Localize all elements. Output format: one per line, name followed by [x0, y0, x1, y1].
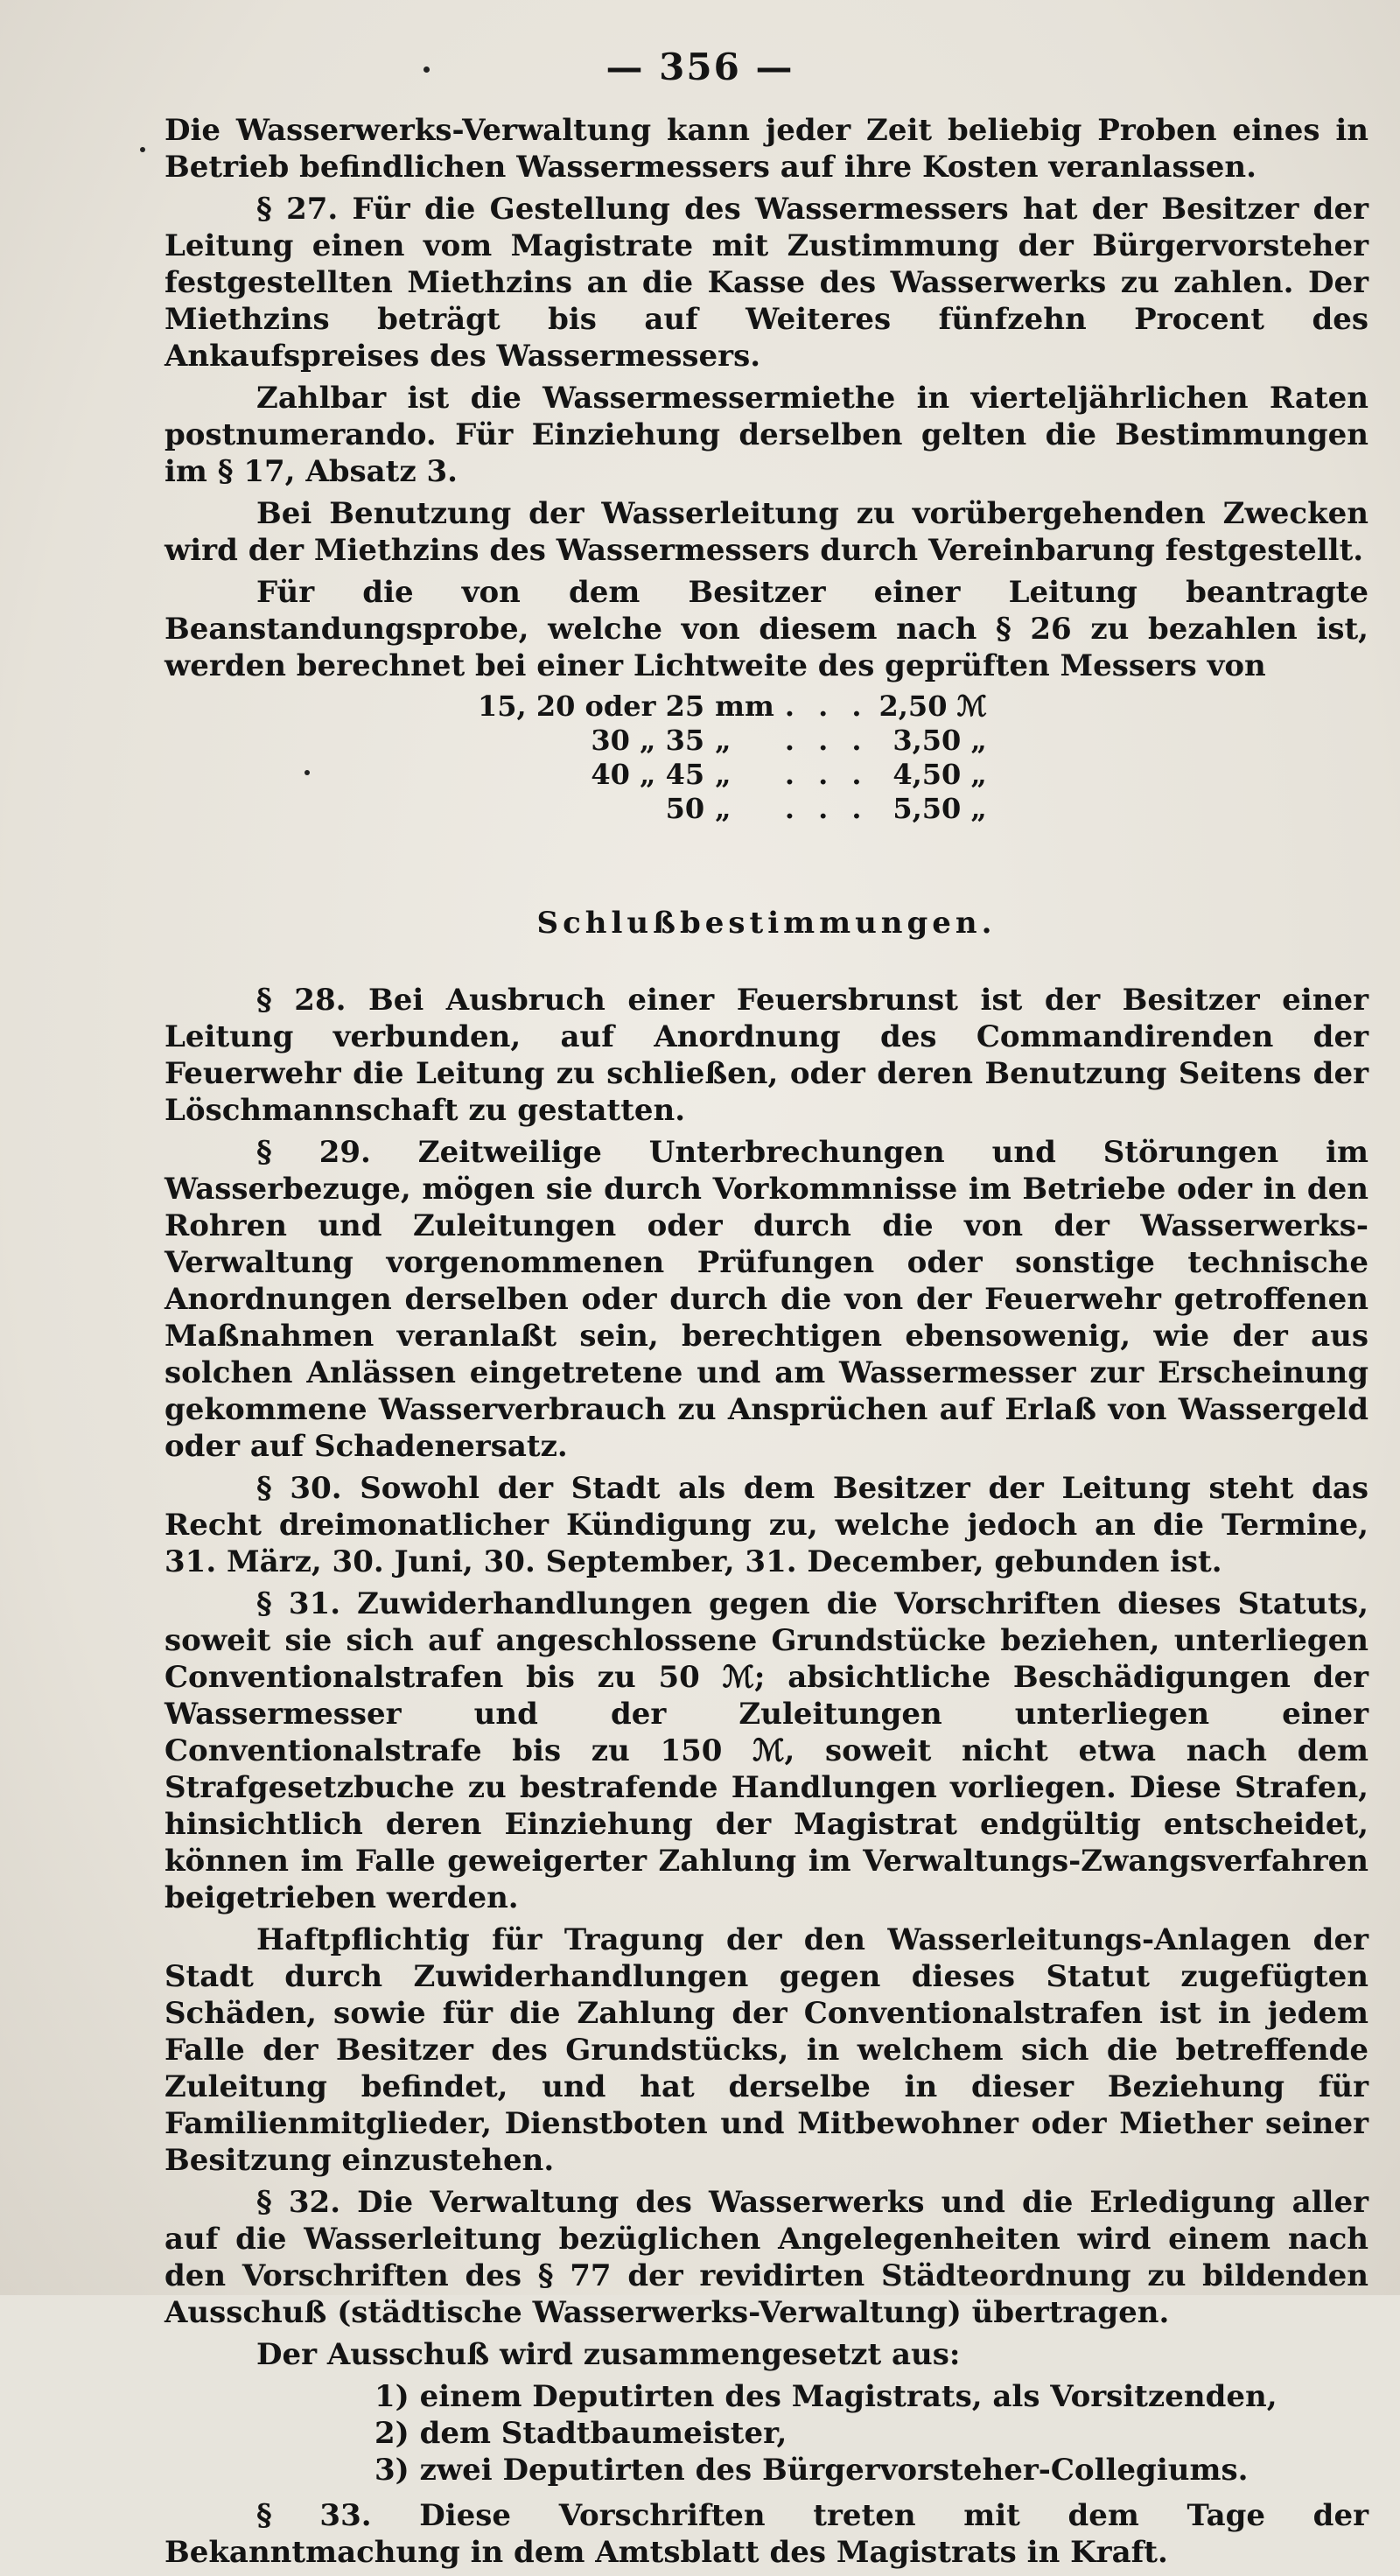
- rates-table: [472, 690, 992, 826]
- rates-size: 30 „ 35: [591, 724, 705, 757]
- paragraph-27-zahlbar: Zahlbar ist die Wassermessermiethe in vierteljährlichen Raten postnumerando. Für Einziehung derselben gelten die Bestimmungen im § 17, Absatz 3.: [164, 381, 1368, 489]
- rates-amount: 2,50 ℳ: [878, 690, 987, 723]
- paragraph-27-probe: Für die von dem Besitzer einer Leitung beantragte Beanstandungsprobe, welche von diesem nach § 26 zu bezahlen ist, werden berechnet bei einer Lichtweite des geprüften Messers von: [164, 575, 1368, 683]
- rates-row: [472, 792, 992, 826]
- rates-size: 50: [665, 792, 705, 825]
- rates-unit: mm: [715, 690, 774, 723]
- rates-unit: „: [715, 758, 732, 791]
- rates-amount: 4,50 „: [892, 758, 987, 791]
- paragraph-31: § 31. Zuwiderhandlungen gegen die Vorschriften dieses Statuts, soweit sie sich auf angeschlossene Grundstücke beziehen, unterliegen Conventionalstrafen bis zu 50 ℳ; absichtliche Beschädigungen der Wassermesser und der Zuleitungen unterliegen einer Conventionalstrafe bis zu 150 ℳ, soweit nicht etwa nach dem Strafgesetzbuche zu bestrafende Handlungen vorliegen. Diese Strafen, hinsichtlich deren Einziehung der Magistrat endgültig entscheidet, können im Falle geweigerter Zahlung im Verwaltungs-Zwangsverfahren beigetrieben werden.: [164, 1586, 1368, 1915]
- paragraph-28: § 28. Bei Ausbruch einer Feuersbrunst ist der Besitzer einer Leitung verbunden, auf Anordnung des Commandirenden der Feuerwehr die Leitung zu schließen, oder deren Benutzung Seitens der Löschmannschaft zu gestatten.: [164, 983, 1368, 1128]
- rates-dots: . . .: [784, 724, 869, 757]
- paragraph-32-ausschuss: Der Ausschuß wird zusammengesetzt aus:: [256, 2337, 961, 2372]
- rates-dots: . . .: [784, 758, 869, 791]
- list-item: 1) einem Deputirten des Magistrats, als Vorsitzenden,: [374, 2379, 1278, 2414]
- paragraph-27: § 27. Für die Gestellung des Wassermessers hat der Besitzer der Leitung einen vom Magistrate mit Zustimmung der Bürgervorsteher festgestellten Miethzins an die Kasse des Wasserwerks zu zahlen. Der Miethzins beträgt bis auf Weiteres fünfzehn Procent des Ankaufspreises des Wassermessers.: [164, 192, 1368, 374]
- committee-list: [374, 2378, 1368, 2488]
- list-item: 2) dem Stadtbaumeister,: [374, 2416, 788, 2451]
- paragraph-29: § 29. Zeitweilige Unterbrechungen und Störungen im Wasserbezuge, mögen sie durch Vorkommnisse im Betriebe oder in den Rohren und Zuleitungen oder durch die von der Wasserwerks-Verwaltung vorgenommenen Prüfungen oder sonstige technische Anordnungen derselben oder durch die von der Feuerwehr getroffenen Maßnahmen veranlaßt sein, berechtigen ebensowenig, wie der aus solchen Anlässen eingetretene und am Wassermesser zur Erscheinung gekommene Wasserverbrauch zu Ansprüchen auf Erlaß von Wassergeld oder auf Schadenersatz.: [164, 1135, 1368, 1464]
- paragraph-30: § 30. Sowohl der Stadt als dem Besitzer der Leitung steht das Recht dreimonatlicher Kündigung zu, welche jedoch an die Termine, 31. März, 30. Juni, 30. September, 31. December, gebunden ist.: [164, 1471, 1368, 1579]
- page-number: — 356 —: [606, 46, 794, 88]
- rates-size: 15, 20 oder 25: [478, 690, 705, 723]
- rates-row: [472, 724, 992, 758]
- rates-row: [472, 690, 992, 724]
- ink-spot: [140, 147, 145, 152]
- paragraph-proben: Die Wasserwerks-Verwaltung kann jeder Zeit beliebig Proben eines in Betrieb befindlichen Wassermessers auf ihre Kosten veranlassen.: [164, 113, 1368, 185]
- rates-dots: . . .: [784, 690, 869, 723]
- paragraph-33: § 33. Diese Vorschriften treten mit dem Tage der Bekanntmachung in dem Amtsblatt des Magistrats in Kraft.: [164, 2498, 1368, 2570]
- paragraph-27-benutzung: Bei Benutzung der Wasserleitung zu vorübergehenden Zwecken wird der Miethzins des Wassermessers durch Vereinbarung festgestellt.: [164, 496, 1368, 568]
- rates-amount: 5,50 „: [892, 792, 987, 825]
- rates-dots: . . .: [784, 792, 869, 825]
- document-body: [164, 112, 1368, 2576]
- section-heading: Schlußbestimmungen.: [536, 906, 997, 941]
- rates-unit: „: [715, 792, 732, 825]
- paragraph-31-haftpflicht: Haftpflichtig für Tragung der den Wasserleitungs-Anlagen der Stadt durch Zuwiderhandlungen gegen dieses Statut zugefügten Schäden, sowie für die Zahlung der Conventionalstrafen ist in jedem Falle der Besitzer des Grundstücks, in welchem sich die betreffende Zuleitung befindet, und hat derselbe in dieser Beziehung für Familienmitglieder, Dienstboten und Mitbewohner oder Miether seiner Besitzung einzustehen.: [164, 1922, 1368, 2178]
- rates-unit: „: [715, 724, 732, 757]
- rates-amount: 3,50 „: [892, 724, 987, 757]
- list-item: 3) zwei Deputirten des Bürgervorsteher-Collegiums.: [374, 2453, 1249, 2488]
- paragraph-32: § 32. Die Verwaltung des Wasserwerks und die Erledigung aller auf die Wasserleitung bezüglichen Angelegenheiten wird einem nach den Vorschriften des § 77 der revidirten Städteordnung zu bildenden Ausschuß (städtische Wasserwerks-Verwaltung) übertragen.: [164, 2185, 1368, 2330]
- rates-size: 40 „ 45: [591, 758, 705, 791]
- rates-row: [472, 758, 992, 792]
